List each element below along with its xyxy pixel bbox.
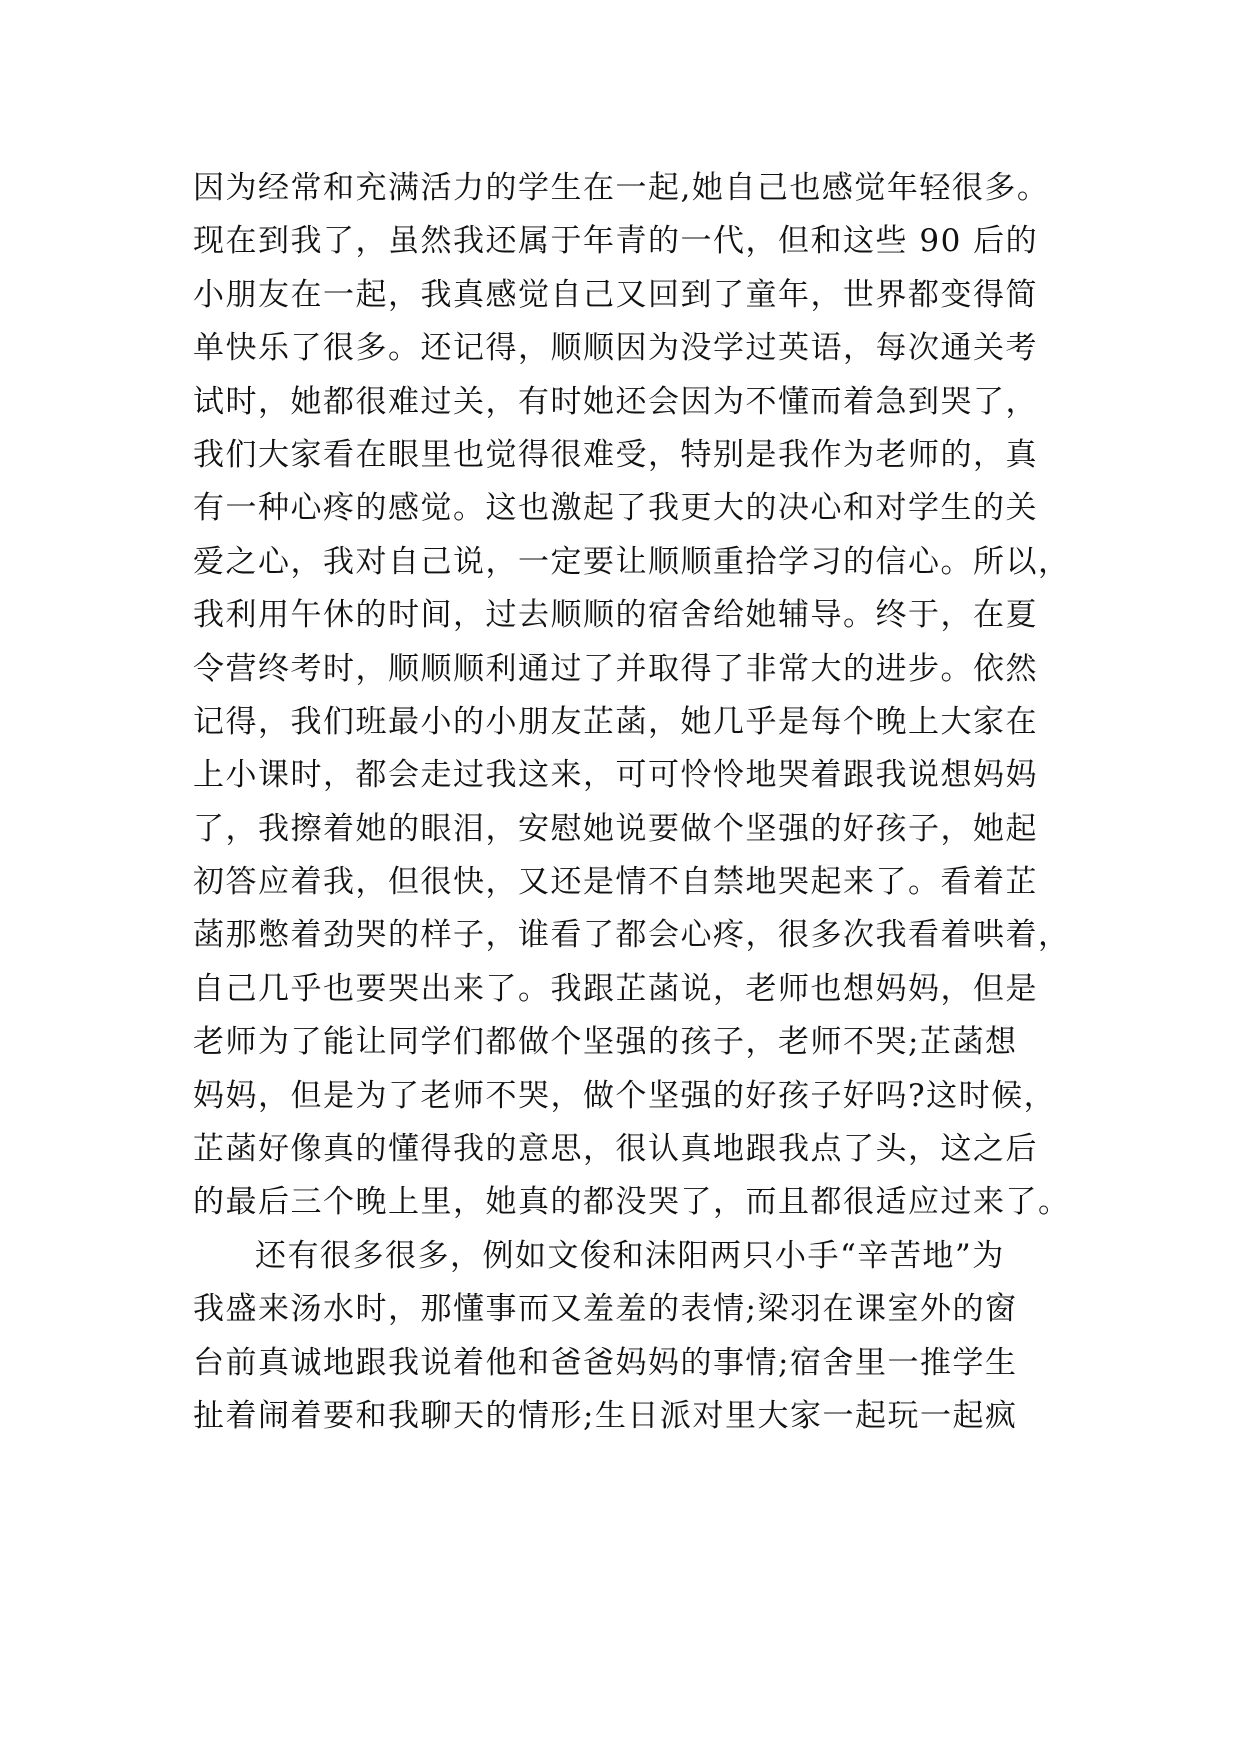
text-line: 小朋友在一起，我真感觉自己又回到了童年，世界都变得简 bbox=[193, 276, 1038, 313]
text-line: 记得，我们班最小的小朋友芷菡，她几乎是每个晚上大家在 bbox=[193, 703, 1038, 740]
text-line: 令营终考时，顺顺顺利通过了并取得了非常大的进步。依然 bbox=[193, 650, 1038, 687]
text-line: 的最后三个晚上里，她真的都没哭了，而且都很适应过来了。 bbox=[193, 1184, 1071, 1221]
text-line: 自己几乎也要哭出来了。我跟芷菡说，老师也想妈妈，但是 bbox=[193, 970, 1038, 1007]
text-line: 单快乐了很多。还记得，顺顺因为没学过英语，每次通关考 bbox=[193, 330, 1038, 367]
text-line: 我盛来汤水时，那懂事而又羞羞的表情;梁羽在课室外的窗 bbox=[193, 1291, 1018, 1328]
text-line: 妈妈，但是为了老师不哭，做个坚强的好孩子好吗?这时候， bbox=[193, 1077, 1057, 1114]
text-line: 试时，她都很难过关，有时她还会因为不懂而着急到哭了， bbox=[193, 383, 1038, 420]
paragraph-start-line: 还有很多很多，例如文俊和沫阳两只小手“辛苦地”为 bbox=[255, 1237, 1005, 1274]
text-line: 我利用午休的时间，过去顺顺的宿舍给她辅导。终于，在夏 bbox=[193, 597, 1038, 634]
text-line: 老师为了能让同学们都做个坚强的孩子，老师不哭;芷菡想 bbox=[193, 1024, 1018, 1061]
body-text bbox=[193, 162, 1071, 1443]
text-line: 台前真诚地跟我说着他和爸爸妈妈的事情;宿舍里一推学生 bbox=[193, 1344, 1018, 1381]
text-line: 初答应着我，但很快，又还是情不自禁地哭起来了。看着芷 bbox=[193, 864, 1038, 901]
text-line: 菡那憋着劲哭的样子，谁看了都会心疼，很多次我看着哄着， bbox=[193, 917, 1071, 954]
text-line: 因为经常和充满活力的学生在一起,她自己也感觉年轻很多。 bbox=[193, 170, 1050, 206]
text-line: 我们大家看在眼里也觉得很难受，特别是我作为老师的，真 bbox=[193, 436, 1038, 473]
text-line: 现在到我了，虽然我还属于年青的一代，但和这些 90 后的 bbox=[193, 223, 1039, 260]
text-line: 上小课时，都会走过我这来，可可怜怜地哭着跟我说想妈妈 bbox=[193, 757, 1038, 794]
text-line: 爱之心，我对自己说，一定要让顺顺重拾学习的信心。所以， bbox=[193, 543, 1071, 580]
text-line: 了，我擦着她的眼泪，安慰她说要做个坚强的好孩子，她起 bbox=[193, 810, 1038, 847]
text-line: 有一种心疼的感觉。这也激起了我更大的决心和对学生的关 bbox=[193, 490, 1038, 527]
text-line: 扯着闹着要和我聊天的情形;生日派对里大家一起玩一起疯 bbox=[193, 1397, 1018, 1434]
text-line: 芷菡好像真的懂得我的意思，很认真地跟我点了头，这之后 bbox=[193, 1131, 1038, 1168]
